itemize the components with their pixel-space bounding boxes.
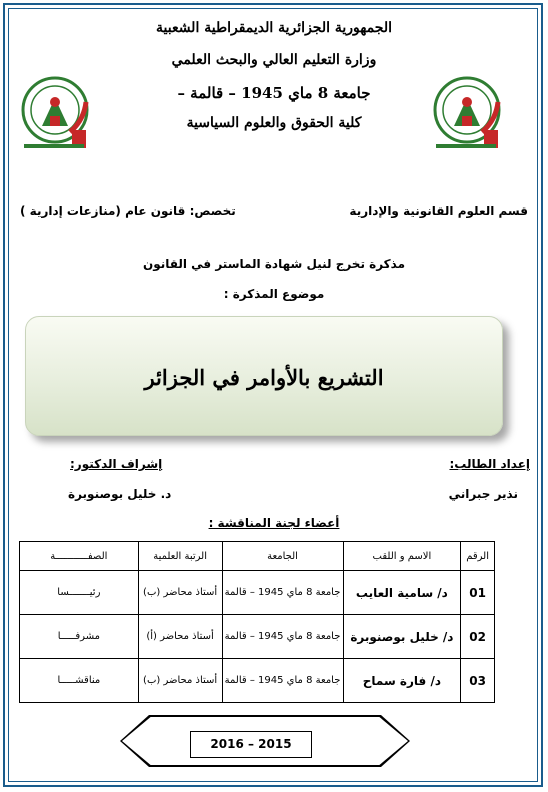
university-logo-right [432,72,502,154]
row-num: 01 [461,571,495,615]
row-rank: أستاذ محاضر (أ) [138,615,222,659]
academic-year: 2016 – 2015 [190,731,312,758]
row-university: جامعة 8 ماي 1945 – قالمة [222,659,343,703]
republic-heading: الجمهورية الجزائرية الديمقراطية الشعبية [155,20,392,36]
committee-label: أعضاء لجنة المناقشة : [208,516,340,530]
row-name: د/ فارة سماح [343,659,461,703]
row-rank: أستاذ محاضر (ب) [138,571,222,615]
committee-table [19,541,495,703]
faculty-heading: كلية الحقوق والعلوم السياسية [186,115,362,131]
table-row [20,659,495,703]
header-university: الجامعة [222,542,343,571]
row-num: 02 [461,615,495,659]
department-label: قسم العلوم القانونية والإدارية [349,204,528,218]
row-role: مناقشـــــا [20,659,139,703]
row-university: جامعة 8 ماي 1945 – قالمة [222,571,343,615]
university-logo-left [20,72,90,154]
row-rank: أستاذ محاضر (ب) [138,659,222,703]
header-rank: الرتبة العلمية [138,542,222,571]
committee-header-row [20,542,495,571]
supervisor-name: د. خليل بوصنوبرة [68,487,172,501]
row-university: جامعة 8 ماي 1945 – قالمة [222,615,343,659]
table-row [20,571,495,615]
supervisor-label: إشراف الدكتور: [70,457,163,471]
row-name: د/ سامية العايب [343,571,461,615]
header-num: الرقم [461,542,495,571]
row-num: 03 [461,659,495,703]
memo-label: مذكرة تخرج لنيل شهادة الماستر في القانون [142,257,406,271]
thesis-title: التشريع بالأوامر في الجزائر [144,365,384,390]
subject-label: موضوع المذكرة : [223,287,325,301]
header-role: الصفـــــــــــة [20,542,139,571]
table-row [20,615,495,659]
university-heading: جامعة 8 ماي 1945 – قالمة – [177,84,371,102]
row-name: د/ خليل بوصنوبرة [343,615,461,659]
thesis-title-box [25,316,503,436]
student-name: نذير جبراني [448,487,518,501]
ministry-heading: وزارة التعليم العالي والبحث العلمي [171,52,377,68]
row-role: رئيـــــــسا [20,571,139,615]
row-role: مشرفـــــا [20,615,139,659]
header-name: الاسم و اللقب [343,542,461,571]
specialty-label: تخصص: قانون عام (منازعات إدارية ) [20,204,236,218]
student-label: إعداد الطالب: [449,457,530,471]
